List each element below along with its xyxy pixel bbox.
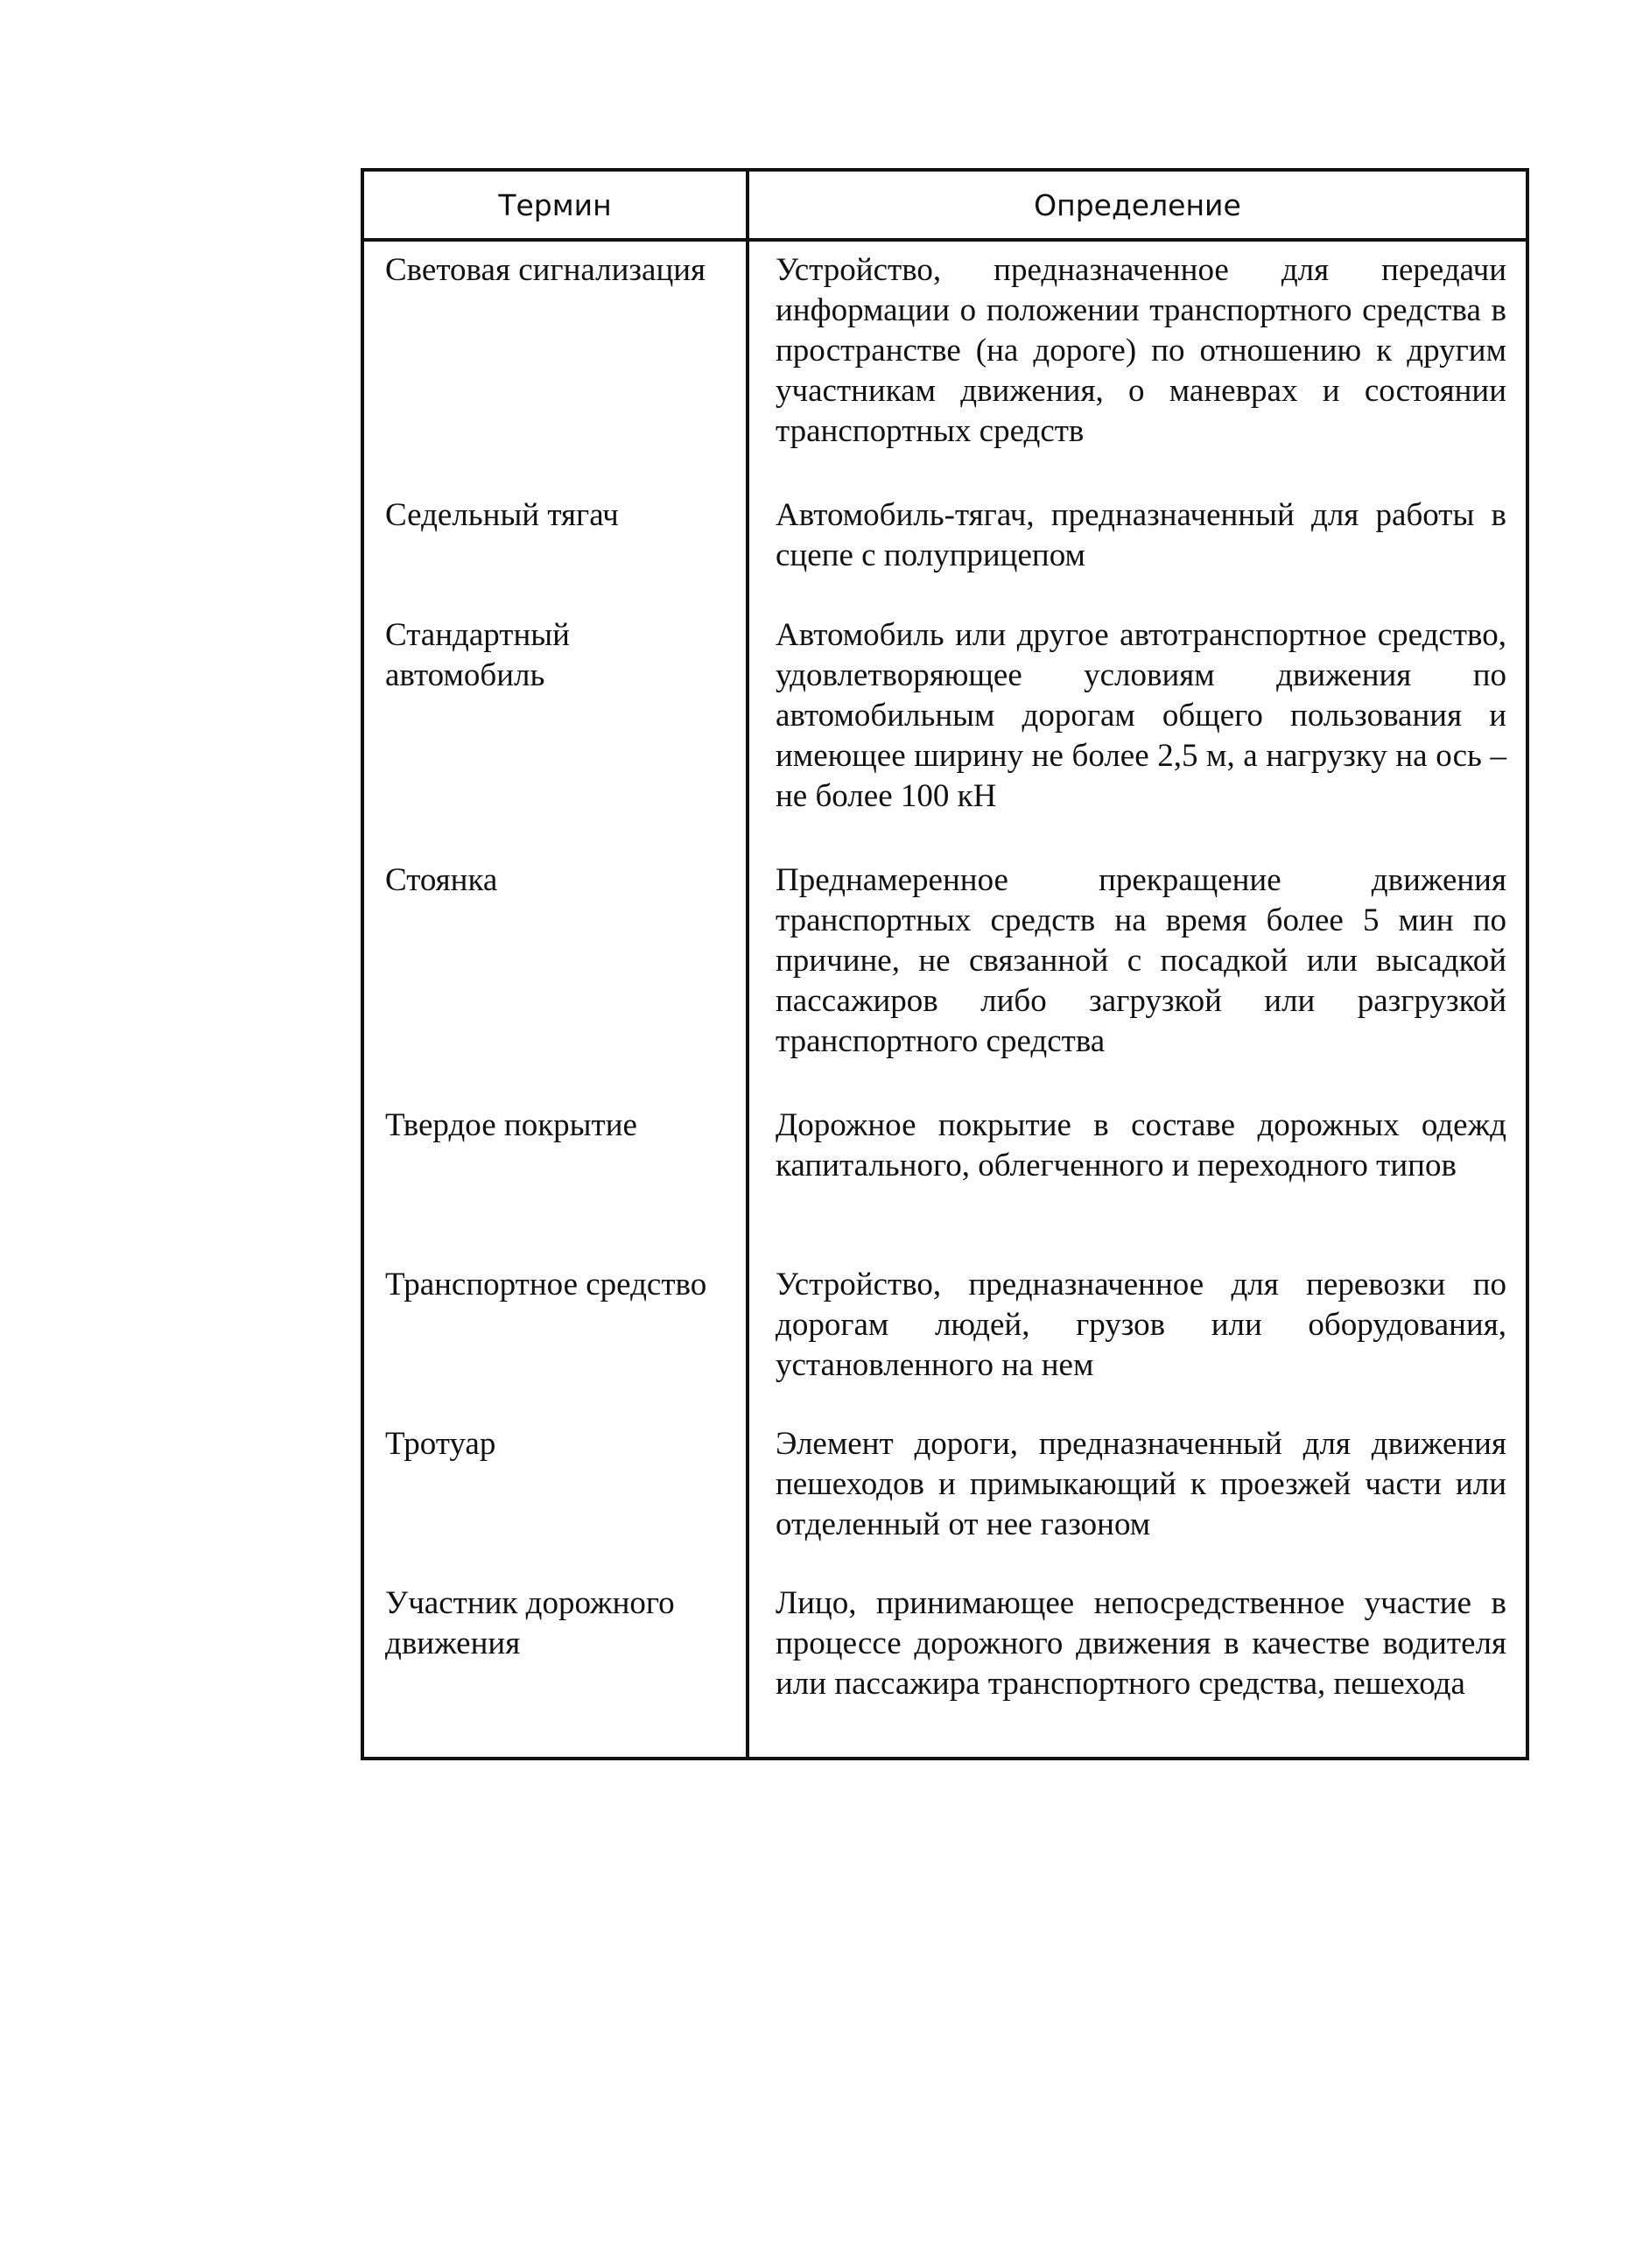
table-row <box>362 1256 1527 1415</box>
term-cell: Транспортное средство <box>362 1256 748 1415</box>
table-row <box>362 1097 1527 1256</box>
term-cell: Стоянка <box>362 852 748 1097</box>
table-row <box>362 240 1527 487</box>
definition-cell: Устройство, предназначенное для перевозки по дорогам людей, грузов или оборудования, установленного на нем <box>776 1267 1506 1383</box>
term-cell: Стандартный автомобиль <box>362 607 748 852</box>
definition-cell: Автомобиль или другое автотранспортное средство, удовлетворяющее условиям движения по автомобильным дорогам общего пользования и имеющее ширину не более 2,5 м, а нагрузку на ось – не более 100 кН <box>776 617 1506 814</box>
definition-cell: Преднамеренное прекращение движения транспортных средств на время более 5 мин по причине, не связанной с посадкой или высадкой пассажиров либо загрузкой или разгрузкой транспортного средства <box>776 862 1506 1059</box>
term-cell: Седельный тягач <box>362 487 748 607</box>
column-header-definition: Определение <box>748 170 1527 240</box>
definition-cell: Лицо, принимающее непосредственное участие в процессе дорожного движения в качестве водителя или пассажира транспортного средства, пешехода <box>776 1585 1506 1702</box>
table-row <box>362 852 1527 1097</box>
term-cell: Твердое покрытие <box>362 1097 748 1256</box>
term-cell: Участник дорожного движения <box>362 1575 748 1759</box>
table-row <box>362 607 1527 852</box>
definition-cell: Дорожное покрытие в составе дорожных одежд капитального, облегченного и переходного типов <box>776 1107 1506 1183</box>
column-header-term: Термин <box>362 170 748 240</box>
term-cell: Тротуар <box>362 1415 748 1575</box>
definition-cell: Элемент дороги, предназначенный для движения пешеходов и примыкающий к проезжей части или отделенный от нее газоном <box>776 1426 1506 1542</box>
table-row <box>362 487 1527 607</box>
definition-cell: Устройство, предназначенное для передачи информации о положении транспортного средства в пространстве (на дороге) по отношению к другим участникам движения, о маневрах и состоянии транспортных средств <box>776 252 1506 449</box>
table-row <box>362 1415 1527 1575</box>
table-row <box>362 1575 1527 1759</box>
terms-table <box>361 168 1529 1760</box>
definition-cell: Автомобиль-тягач, предназначенный для работы в сцепе с полуприцепом <box>776 497 1506 573</box>
table-header-row <box>362 170 1527 240</box>
term-cell: Световая сигнализация <box>362 240 748 487</box>
